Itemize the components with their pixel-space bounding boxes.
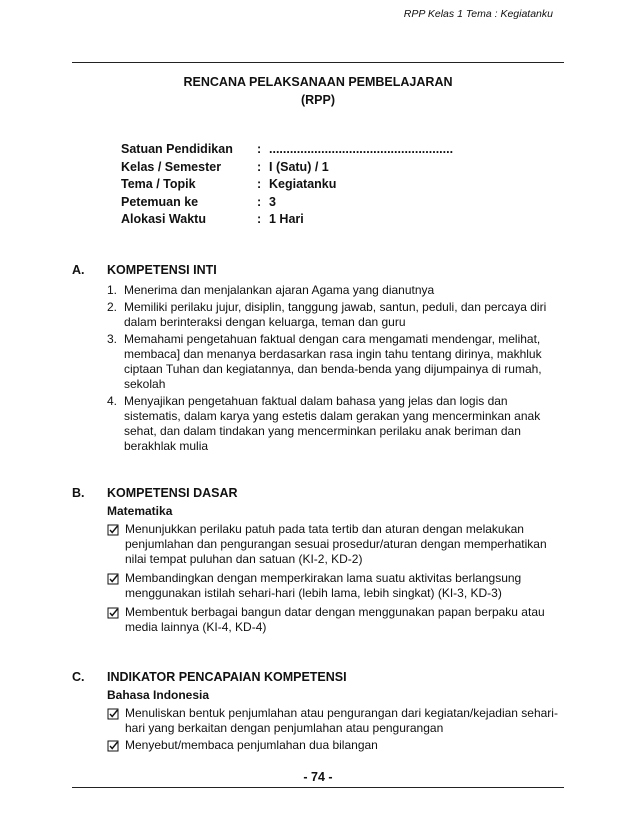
identity-row <box>121 212 453 230</box>
identity-label: Alokasi Waktu <box>121 212 206 226</box>
section-c-subject: Bahasa Indonesia <box>107 688 210 702</box>
item-number: 2. <box>107 300 118 314</box>
list-item <box>107 706 567 736</box>
list-item <box>107 605 567 635</box>
identity-value: ..................................................... <box>269 142 454 156</box>
list-item <box>107 394 567 454</box>
core-competency-list <box>107 283 567 456</box>
checkbox-checked-icon <box>107 571 119 586</box>
identity-value: I (Satu) / 1 <box>269 159 329 174</box>
identity-row <box>121 195 453 213</box>
item-text: Memiliki perilaku jujur, disiplin, tanggung jawab, santun, peduli, dan percaya diri dalam berinteraksi dengan keluarga, teman dan guru <box>124 300 547 329</box>
identity-colon: : <box>257 194 262 209</box>
checkbox-checked-icon <box>107 522 119 537</box>
item-text: Menuliskan bentuk penjumlahan atau pengurangan dari kegiatan/kejadian sehari-hari yang berkaitan dengan penjumlahan atau pengurangan <box>125 706 558 735</box>
identity-label: Petemuan ke <box>121 194 199 209</box>
checkbox-checked-icon <box>107 605 119 620</box>
section-c-title: INDIKATOR PENCAPAIAN KOMPETENSI <box>107 670 347 684</box>
item-number: 1. <box>107 283 118 297</box>
identity-label: Tema / Topik <box>121 177 196 191</box>
identity-row <box>121 177 453 195</box>
section-c-letter: C. <box>72 670 85 684</box>
identity-table <box>121 142 453 230</box>
item-text: Membandingkan dengan memperkirakan lama suatu aktivitas berlangsung menggunakan istilah sehari-hari (lebih lama, lebih singkat) (KI-3, KD-3) <box>125 571 522 600</box>
item-text: Memahami pengetahuan faktual dengan cara mengamati mendengar, melihat, membaca] dan menanya berdasarkan rasa ingin tahu tentang dirinya, makhluk ciptaan Tuhan dan kegiatannya, dan benda-benda yang dijumpainya di rumah, sekolah <box>124 332 542 391</box>
list-item <box>107 522 567 567</box>
identity-row <box>121 160 453 178</box>
running-header: RPP Kelas 1 Tema : Kegiatanku <box>403 8 553 20</box>
item-text: Menerima dan menjalankan ajaran Agama yang dianutnya <box>124 283 435 297</box>
footer-rule <box>72 787 564 788</box>
identity-colon: : <box>257 177 262 191</box>
identity-label: Satuan Pendidikan <box>121 142 233 156</box>
section-a-title: KOMPETENSI INTI <box>107 263 217 277</box>
basic-competency-list <box>107 522 567 639</box>
identity-colon: : <box>257 159 262 174</box>
item-text: Menyajikan pengetahuan faktual dalam bahasa yang jelas dan logis dan sistematis, dalam karya yang estetis dalam gerakan yang mencerminkan anak sehat, dan dalam tindakan yang mencerminkan perilaku anak beriman dan berakhlak mulia <box>124 394 541 453</box>
item-text: Membentuk berbagai bangun datar dengan menggunakan papan berpaku atau media lainnya (KI-4, KD-4) <box>125 605 545 634</box>
item-number: 3. <box>107 332 118 346</box>
list-item <box>107 332 567 392</box>
list-item <box>107 283 567 298</box>
identity-value: Kegiatanku <box>269 177 337 191</box>
identity-colon: : <box>257 212 262 226</box>
document-subtitle: (RPP) <box>300 93 336 107</box>
list-item <box>107 738 567 753</box>
checkbox-checked-icon <box>107 706 119 721</box>
item-text: Menyebut/membaca penjumlahan dua bilangan <box>125 738 378 752</box>
list-item <box>107 300 567 330</box>
section-b-letter: B. <box>72 486 85 500</box>
checkbox-checked-icon <box>107 738 119 753</box>
identity-label: Kelas / Semester <box>121 159 222 174</box>
section-a-letter: A. <box>72 263 85 277</box>
identity-colon: : <box>257 142 262 156</box>
identity-value: 1 Hari <box>269 212 304 226</box>
identity-row <box>121 142 453 160</box>
item-number: 4. <box>107 394 118 408</box>
indicator-list <box>107 706 567 757</box>
section-b-subject: Matematika <box>107 504 173 518</box>
item-text: Menunjukkan perilaku patuh pada tata tertib dan aturan dengan melakukan penjumlahan dan pengurangan sesuai prosedur/aturan dengan memperhatikan nilai tempat puluhan dan satuan (KI-2, KD-2) <box>125 522 547 566</box>
document-title: RENCANA PELAKSANAAN PEMBELAJARAN <box>183 75 453 89</box>
identity-value: 3 <box>269 194 276 209</box>
section-b-title: KOMPETENSI DASAR <box>107 486 238 500</box>
header-rule <box>72 62 564 63</box>
page-number: - 74 - <box>303 770 333 784</box>
list-item <box>107 571 567 601</box>
